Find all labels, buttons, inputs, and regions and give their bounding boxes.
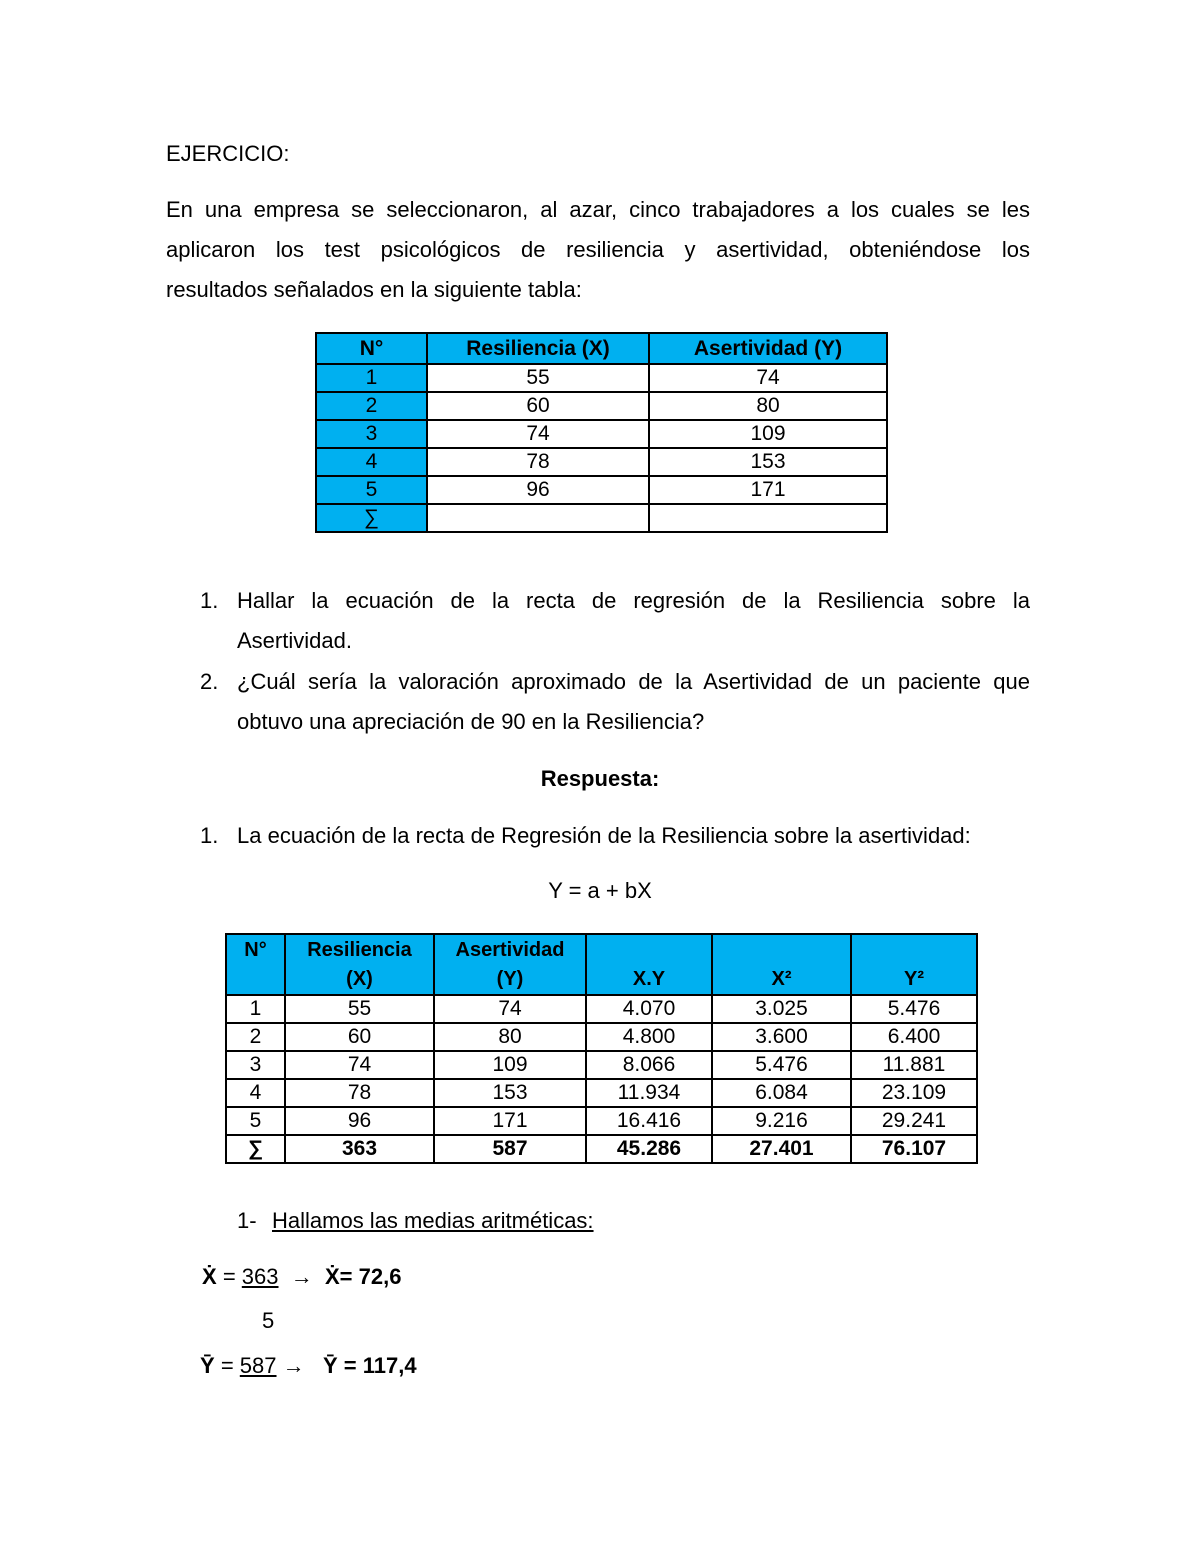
calculation-table [225, 933, 978, 1164]
cell-x: 78 [285, 1079, 434, 1107]
cell-y: 109 [649, 420, 887, 448]
cell-x: 78 [427, 448, 649, 476]
cell-xy: 11.934 [586, 1079, 712, 1107]
step-1-number: 1- [237, 1208, 257, 1233]
cell-x: 96 [427, 476, 649, 504]
row-index: 2 [316, 392, 427, 420]
mean-x-symbol: Ẋ [202, 1264, 217, 1289]
header-y-squared: Y² [851, 934, 977, 995]
header-x-squared: X² [712, 934, 851, 995]
table-row [226, 1079, 977, 1107]
row-index: 4 [316, 448, 427, 476]
sum-y2: 76.107 [851, 1135, 977, 1163]
sum-x-empty [427, 504, 649, 532]
table-row [316, 364, 887, 392]
cell-n: 4 [226, 1079, 285, 1107]
mean-x-equals: = [222, 1264, 236, 1289]
question-2-line-2: obtuvo una apreciación de 90 en la Resiliencia? [237, 709, 705, 734]
header-asertividad: Asertividad (Y) [434, 934, 586, 995]
question-1-line-1: Hallar la ecuación de la recta de regresión de la Resiliencia sobre la [237, 588, 1030, 613]
table-row [316, 392, 887, 420]
question-1-number: 1. [200, 588, 219, 613]
calculation-table-header-row [226, 934, 977, 995]
exercise-heading: EJERCICIO: [166, 141, 290, 166]
header-resiliencia: Resiliencia (X) [427, 333, 649, 364]
cell-n: 5 [226, 1107, 285, 1135]
cell-n: 3 [226, 1051, 285, 1079]
cell-y: 74 [649, 364, 887, 392]
question-1-line-2: Asertividad. [237, 628, 352, 653]
table-row [226, 995, 977, 1023]
data-table-header-row [316, 333, 887, 364]
cell-n: 2 [226, 1023, 285, 1051]
cell-y: 171 [649, 476, 887, 504]
cell-y: 80 [649, 392, 887, 420]
mean-y-formula [200, 1346, 417, 1386]
mean-y-numerator: 587 [239, 1353, 277, 1378]
cell-y2: 5.476 [851, 995, 977, 1023]
mean-x-arrow: → [290, 1264, 313, 1289]
cell-x: 55 [427, 364, 649, 392]
cell-x2: 3.600 [712, 1023, 851, 1051]
mean-x-denominator: 5 [262, 1308, 275, 1333]
sum-symbol: ∑ [226, 1135, 285, 1163]
sum-x2: 27.401 [712, 1135, 851, 1163]
sum-row [226, 1135, 977, 1163]
header-n: N° [316, 333, 427, 364]
sum-xy: 45.286 [586, 1135, 712, 1163]
cell-xy: 4.800 [586, 1023, 712, 1051]
sum-x: 363 [285, 1135, 434, 1163]
header-xy: X.Y [586, 934, 712, 995]
mean-x-formula [202, 1257, 401, 1297]
cell-x: 96 [285, 1107, 434, 1135]
intro-line-3: resultados señalados en la siguiente tabla: [166, 277, 582, 302]
intro-line-2: aplicaron los test psicológicos de resiliencia y asertividad, obteniéndose los [166, 237, 1030, 262]
cell-y: 109 [434, 1051, 586, 1079]
cell-y: 171 [434, 1107, 586, 1135]
question-2-number: 2. [200, 669, 219, 694]
cell-y: 80 [434, 1023, 586, 1051]
header-asertividad: Asertividad (Y) [649, 333, 887, 364]
cell-x: 74 [285, 1051, 434, 1079]
answer-title: Respuesta: [540, 766, 660, 791]
header-resiliencia: Resiliencia (X) [285, 934, 434, 995]
mean-x-numerator: 363 [241, 1264, 279, 1289]
cell-y2: 11.881 [851, 1051, 977, 1079]
table-row [316, 476, 887, 504]
cell-x: 60 [285, 1023, 434, 1051]
cell-y: 74 [434, 995, 586, 1023]
table-row [226, 1107, 977, 1135]
data-table [315, 332, 888, 533]
cell-x2: 5.476 [712, 1051, 851, 1079]
cell-xy: 8.066 [586, 1051, 712, 1079]
sum-y: 587 [434, 1135, 586, 1163]
cell-x2: 3.025 [712, 995, 851, 1023]
step-1-text: Hallamos las medias aritméticas: [272, 1208, 594, 1233]
cell-y2: 29.241 [851, 1107, 977, 1135]
cell-y: 153 [434, 1079, 586, 1107]
cell-y2: 23.109 [851, 1079, 977, 1107]
mean-x-result: Ẋ= 72,6 [324, 1264, 402, 1289]
cell-x: 60 [427, 392, 649, 420]
row-index: 3 [316, 420, 427, 448]
mean-y-arrow: → [282, 1353, 305, 1378]
intro-line-1: En una empresa se seleccionaron, al azar, cinco trabajadores a los cuales se les [166, 197, 1030, 222]
table-row [316, 448, 887, 476]
regression-equation: Y = a + bX [548, 878, 652, 903]
cell-y: 153 [649, 448, 887, 476]
table-row [316, 420, 887, 448]
mean-y-result: Ȳ = 117,4 [322, 1353, 417, 1378]
row-index: 5 [316, 476, 427, 504]
sum-y-empty [649, 504, 887, 532]
cell-x2: 6.084 [712, 1079, 851, 1107]
cell-x2: 9.216 [712, 1107, 851, 1135]
mean-y-equals: = [220, 1353, 234, 1378]
table-row [226, 1023, 977, 1051]
cell-y2: 6.400 [851, 1023, 977, 1051]
question-2-line-1: ¿Cuál sería la valoración aproximado de la Asertividad de un paciente que [237, 669, 1030, 694]
cell-x: 55 [285, 995, 434, 1023]
row-index: 1 [316, 364, 427, 392]
cell-x: 74 [427, 420, 649, 448]
sum-symbol: ∑ [316, 504, 427, 532]
cell-xy: 4.070 [586, 995, 712, 1023]
cell-xy: 16.416 [586, 1107, 712, 1135]
cell-n: 1 [226, 995, 285, 1023]
answer-1-number: 1. [200, 823, 219, 848]
sum-row [316, 504, 887, 532]
header-n: N° [226, 934, 285, 995]
answer-1-text: La ecuación de la recta de Regresión de la Resiliencia sobre la asertividad: [237, 823, 971, 848]
table-row [226, 1051, 977, 1079]
mean-y-symbol: Ȳ [200, 1353, 215, 1378]
